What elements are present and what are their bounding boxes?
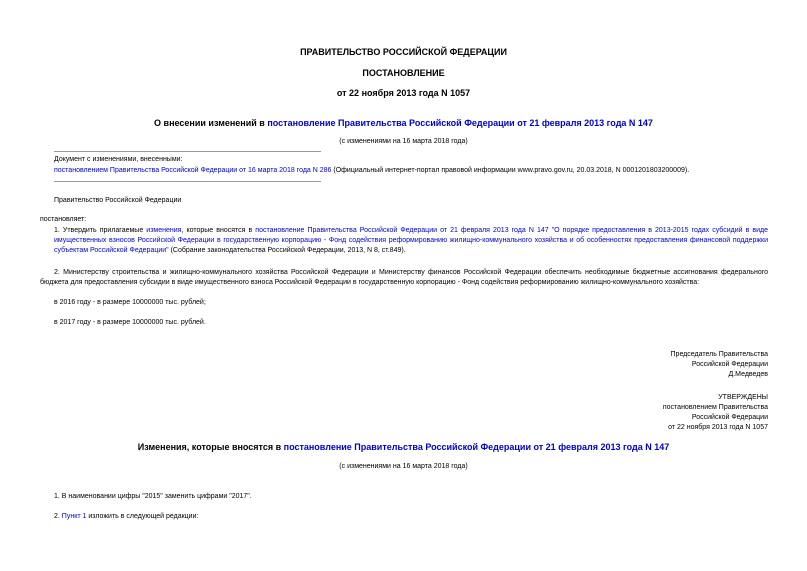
signature-block bbox=[671, 350, 768, 380]
signature-title: Председатель Правительства bbox=[670, 351, 768, 358]
p1-text-b: , которые вносятся в bbox=[181, 227, 256, 234]
p1-changes-link[interactable]: изменения bbox=[146, 227, 182, 234]
intro-text: Правительство Российской Федерации bbox=[54, 197, 182, 204]
amendment-source: (Официальный интернет-портал правовой информации www.pravo.gov.ru, 20.03.2018, N 0001201803200009). bbox=[331, 167, 690, 174]
year-2017-line: в 2017 году - в размере 10000000 тыс. рублей. bbox=[54, 319, 206, 326]
changes-title-prefix: Изменения, которые вносятся в bbox=[137, 442, 284, 452]
item2-text: изложить в следующей редакции: bbox=[86, 513, 199, 520]
p1-text-c: (Собрание законодательства Российской Федерации, 2013, N 8, ст.849). bbox=[168, 247, 406, 254]
changes-top-rule bbox=[54, 151, 321, 152]
title-link[interactable]: постановление Правительства Российской Федерации от 21 февраля 2013 года N 147 bbox=[267, 118, 653, 128]
changes-title-link[interactable]: постановление Правительства Российской Федерации от 21 февраля 2013 года N 147 bbox=[283, 442, 670, 452]
revision-note: (с изменениями на 16 марта 2018 года) bbox=[339, 138, 468, 145]
signature-name: Д.Медведев bbox=[728, 371, 768, 378]
document-type: ПОСТАНОВЛЕНИЕ bbox=[362, 68, 445, 78]
government-heading: ПРАВИТЕЛЬСТВО РОССИЙСКОЙ ФЕДЕРАЦИИ bbox=[300, 47, 507, 57]
paragraph-2: 2. Министерству строительства и жилищно-коммунального хозяйства Российской Федерации и Министерству финансов Российской Федерации обеспечить необходимые бюджетные ассигнования федерального бюджета для предоставления субсидии в виде имущественного взноса Российской Федерации в государственную корпорацию - Фонд содействия реформированию жилищно-коммунального хозяйства: bbox=[40, 269, 768, 286]
document-title bbox=[0, 117, 807, 129]
decides-text: постановляет: bbox=[40, 216, 87, 223]
paragraph-1 bbox=[54, 226, 768, 256]
p1-text-a: 1. Утвердить прилагаемые bbox=[54, 227, 147, 234]
changes-title bbox=[0, 441, 807, 453]
approval-block bbox=[663, 393, 768, 433]
document-date: от 22 ноября 2013 года N 1057 bbox=[336, 88, 471, 98]
approval-line-2: постановлением Правительства bbox=[662, 404, 768, 411]
year-2016-line: в 2016 году - в размере 10000000 тыс. рублей; bbox=[54, 299, 206, 306]
changes-label: Документ с изменениями, внесенными: bbox=[54, 156, 183, 163]
approval-line-4: от 22 ноября 2013 года N 1057 bbox=[668, 424, 768, 431]
item2-point-link[interactable]: Пункт 1 bbox=[61, 513, 87, 520]
changes-line bbox=[54, 166, 768, 176]
amendment-link[interactable]: постановлением Правительства Российской Федерации от 16 марта 2018 года N 286 bbox=[54, 167, 332, 174]
approval-heading: УТВЕРЖДЕНЫ bbox=[718, 394, 768, 401]
change-item-1: 1. В наименовании цифры "2015" заменить цифрами "2017". bbox=[54, 493, 252, 500]
changes-box bbox=[54, 155, 768, 176]
p1-resolution-link[interactable]: постановление Правительства Российской Федерации от 21 февраля 2013 года N 147 "О порядке предоставления в 2013-2015 годах субсидий в виде имущественных взносов Российской Федерации в государственную корпорацию - Фонд содействия реформированию жилищно-коммунального хозяйства и об особенностях предоставления финансовой поддержки субъектам Российской Федерации" bbox=[54, 227, 769, 254]
changes-bottom-rule bbox=[54, 181, 321, 182]
changes-revision-note: (с изменениями на 16 марта 2018 года) bbox=[339, 463, 468, 470]
signature-country: Российской Федерации bbox=[691, 361, 768, 368]
change-item-2 bbox=[54, 512, 198, 522]
approval-line-3: Российской Федерации bbox=[691, 414, 768, 421]
title-prefix: О внесении изменений в bbox=[154, 118, 268, 128]
item2-number: 2. bbox=[54, 513, 62, 520]
